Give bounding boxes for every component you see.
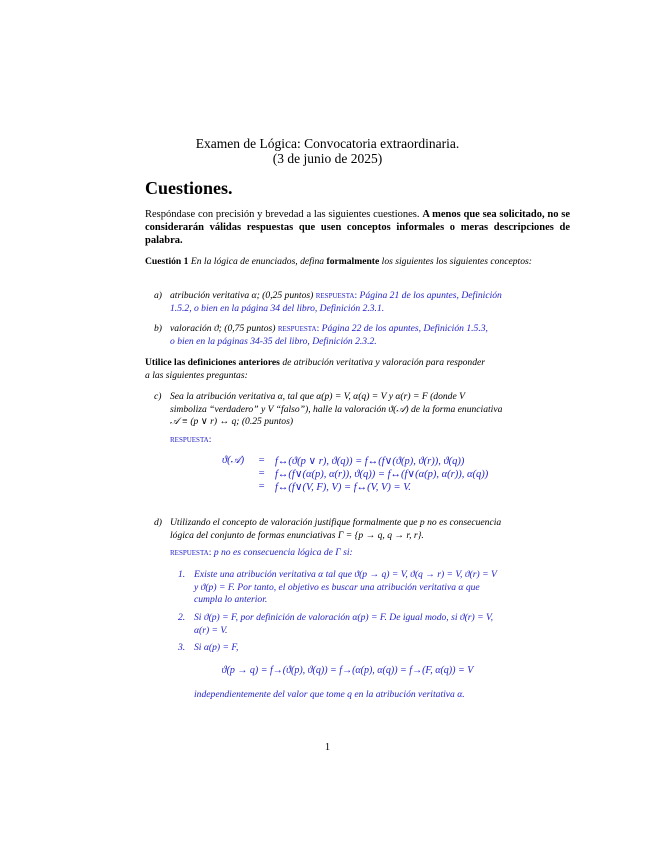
utilice-paragraph (145, 357, 570, 382)
item-d-answer (170, 547, 353, 560)
item-a-label: a) (154, 290, 162, 301)
item-c-line-3: 𝒜 ≡ (p ∨ r) ↔ q; (0.25 puntos) (170, 416, 294, 427)
respuesta-label-b: respuesta: (277, 323, 320, 334)
item-b-answer-1: Página 22 de los apuntes, Definición 1.5.3, (321, 323, 488, 334)
item-d-answer-intro: p no es consecuencia lógica de Γ si: (213, 547, 353, 558)
step-3-conclusion: independientemente del valor que tome q en la atribución veritativa α. (194, 689, 465, 700)
intro-normal: Respóndase con precisión y brevedad a las siguientes cuestiones. (145, 209, 420, 220)
eq-rhs-2: f↔(f∨(α(p), α(r)), ϑ(q)) = f↔(f∨(α(p), α(r)), α(q)) (275, 469, 489, 480)
step-1-line-3: cumpla lo anterior. (194, 594, 268, 605)
item-d-line-2: lógica del conjunto de formas enunciativas Γ = {p → q, q → r, r}. (170, 529, 424, 541)
cuestion-1 (145, 256, 570, 269)
item-a-answer-1: Página 21 de los apuntes, Definición (359, 290, 502, 301)
step-2-num: 2. (178, 612, 186, 623)
utilice-text-2: a las siguientes preguntas: (145, 369, 248, 381)
item-b-answer-2: o bien en la páginas 34-35 del libro, Definición 2.3.2. (170, 335, 377, 347)
step-3-num: 3. (178, 642, 186, 653)
item-a-answer-2: 1.5.2, o bien en la página 34 del libro, Definición 2.3.1. (170, 302, 385, 314)
step-1-num: 1. (178, 569, 186, 580)
section-title: Cuestiones. (145, 178, 233, 198)
respuesta-label-d: respuesta: (170, 547, 212, 558)
utilice-text-1: de atribución veritativa y valoración para responder (282, 357, 486, 368)
title-line-1: Examen de Lógica: Convocatoria extraordinaria. (195, 136, 460, 151)
eq-rhs-3: f↔(f∨(V, F), V) = f↔(V, V) = V. (275, 482, 411, 493)
cuestion-label: Cuestión 1 (145, 256, 189, 267)
item-d-line-1: Utilizando el concepto de valoración justifique formalmente que p no es consecuencia (170, 517, 502, 528)
cuestion-bold: formalmente (326, 256, 380, 267)
item-b-label: b) (154, 323, 162, 334)
step-1-line-1: Existe una atribución veritativa α tal que ϑ(p → q) = V, ϑ(q → r) = V, ϑ(r) = V (194, 569, 497, 580)
eq-sign-2: = (258, 468, 266, 479)
page-number: 1 (324, 742, 331, 753)
respuesta-label-a: respuesta: (315, 290, 358, 301)
eq-sign-1: = (258, 455, 266, 466)
step-1-line-2: y ϑ(p) = F. Por tanto, el objetivo es buscar una atribución veritativa α que (194, 581, 480, 593)
equation-c (0, 455, 655, 495)
eq-sign-3: = (258, 481, 266, 492)
utilice-bold: Utilice las definiciones anteriores (145, 357, 280, 368)
cuestion-text-2: los siguientes los siguientes conceptos: (381, 256, 532, 267)
step-3-line-1: Si α(p) = F, (194, 642, 239, 653)
title-line-2: (3 de junio de 2025) (272, 151, 383, 166)
cuestion-text-1: En la lógica de enunciados, defina (190, 256, 325, 267)
step-3-equation: ϑ(p → q) = f→(ϑ(p), ϑ(q)) = f→(α(p), α(q)) = f→(F, α(q)) = V (221, 665, 474, 676)
item-d-label: d) (154, 517, 162, 528)
item-c-line-2: simboliza “verdadero” y V “falso”), halle la valoración ϑ(𝒜) de la forma enunciativa (170, 403, 503, 415)
item-b-text: valoración ϑ; (0,75 puntos) (170, 323, 276, 334)
item-a-text: atribución veritativa α; (0,25 puntos) (170, 290, 314, 301)
item-c-line-1: Sea la atribución veritativa α, tal que α(p) = V, α(q) = V y α(r) = F (donde V (170, 391, 465, 402)
eq-rhs-1: f↔(ϑ(p ∨ r), ϑ(q)) = f↔(f∨(ϑ(p), ϑ(r)), ϑ(q)) (275, 456, 465, 467)
item-c-label: c) (154, 391, 162, 402)
step-2-line-2: α(r) = V. (194, 624, 228, 636)
intro-paragraph (145, 208, 570, 247)
step-2-line-1: Si ϑ(p) = F, por definición de valoración α(p) = F. De igual modo, si ϑ(r) = V, (194, 612, 494, 623)
intro-bold: A menos que sea solicitado, no se considerarán válidas respuestas que usen conceptos informales o meras descripciones de palabra. (145, 209, 571, 246)
eq-lhs: ϑ(𝒜) (222, 455, 245, 466)
exam-title (0, 136, 655, 166)
respuesta-label-c: respuesta: (170, 434, 212, 445)
